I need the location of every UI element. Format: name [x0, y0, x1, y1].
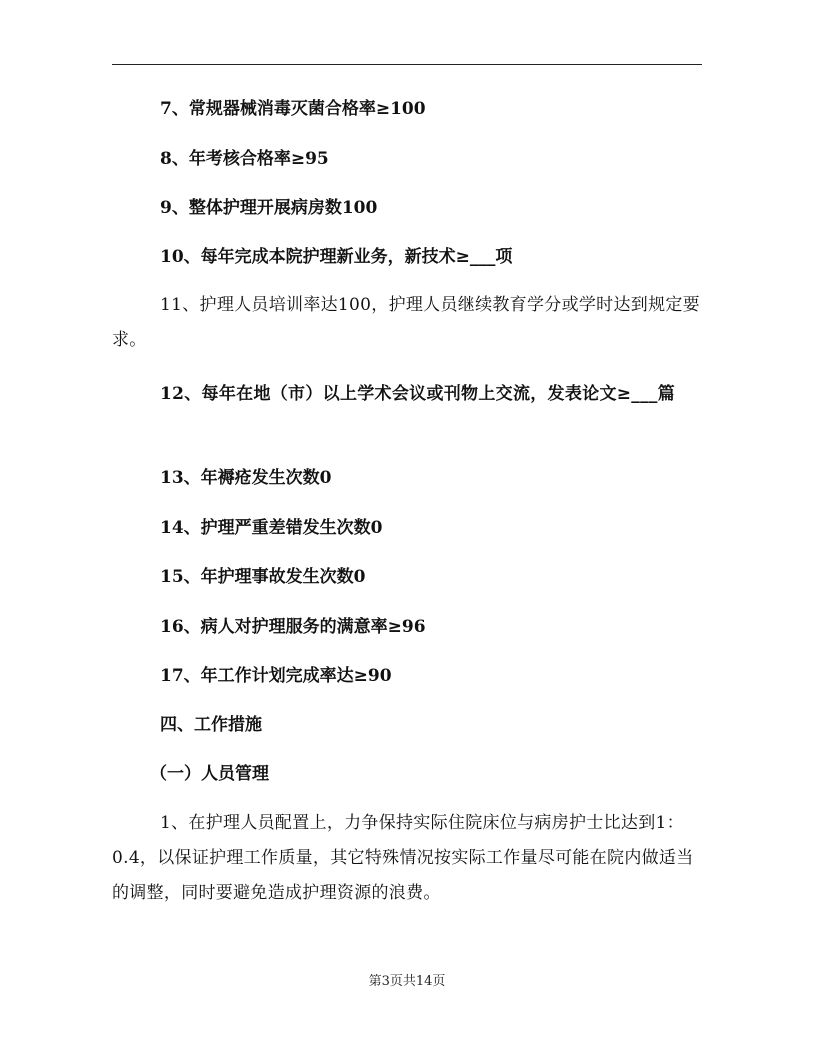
- list-item: 7、常规器械消毒灭菌合格率≥100: [160, 99, 426, 119]
- list-item: 13、年褥疮发生次数0: [160, 468, 332, 488]
- list-item: 16、病人对护理服务的满意率≥96: [160, 617, 426, 637]
- page-number: 第3页共14页: [368, 974, 446, 989]
- paragraph-staffing: 1、在护理人员配置上，力争保持实际住院床位与病房护士比达到1：0.4，以保证护理工作质量，其它特殊情况按实际工作量尽可能在院内做适当的调整，同时要避免造成护理资源的浪费。: [112, 813, 694, 903]
- list-item: 10、每年完成本院护理新业务，新技术≥___项: [160, 247, 513, 267]
- section-heading: 四、工作措施: [160, 715, 262, 735]
- paragraph-item-11: 11、护理人员培训率达100，护理人员继续教育学分或学时达到规定要求。: [112, 295, 700, 350]
- list-item: 17、年工作计划完成率达≥90: [160, 666, 392, 686]
- paragraph-item-12: 12、每年在地（市）以上学术会议或刊物上交流，发表论文≥___篇: [160, 384, 675, 404]
- list-item: 14、护理严重差错发生次数0: [160, 518, 383, 538]
- sub-heading: （一）人员管理: [150, 764, 269, 784]
- list-item: 8、年考核合格率≥95: [160, 149, 329, 169]
- list-item: 9、整体护理开展病房数100: [160, 198, 378, 218]
- list-item: 15、年护理事故发生次数0: [160, 567, 366, 587]
- header-rule: [112, 64, 702, 65]
